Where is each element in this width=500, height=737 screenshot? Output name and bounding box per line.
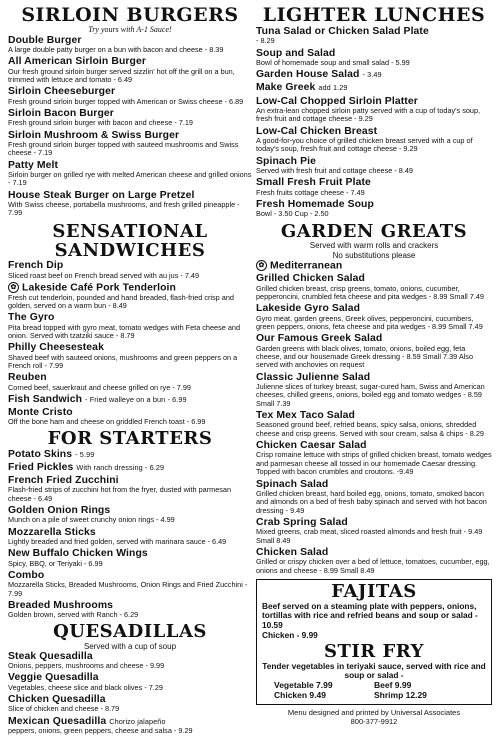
menu-item bbox=[8, 394, 252, 405]
menu-item-name: Veggie Quesadilla bbox=[8, 672, 99, 684]
menu-item-inline-price: With ranch dressing - 6.29 bbox=[76, 462, 165, 472]
menu-item bbox=[256, 303, 492, 331]
left-column bbox=[8, 6, 252, 737]
menu-item-name: Combo bbox=[8, 570, 45, 582]
fajitas-description: Beef served on a steaming plate with peppers, onions, tortillas with rice and refried beans and soup or salad - 10.59 bbox=[262, 600, 478, 630]
menu-item bbox=[256, 333, 492, 369]
stir-fry-option: Vegetable 7.99 bbox=[274, 679, 333, 690]
menu-item-description: Our fresh ground sirloin burger served sizzlin' hot off the grill on a bun, trimmed with lettuce and tomato - 6.49 bbox=[8, 66, 235, 84]
menu-item bbox=[256, 440, 492, 476]
menu-item-name: Sirloin Mushroom & Swiss Burger bbox=[8, 129, 180, 141]
menu-item-name: Golden Onion Rings bbox=[8, 505, 111, 517]
menu-item bbox=[256, 199, 492, 219]
garden-subtitle-2: No substitutions please bbox=[332, 250, 416, 260]
menu-item bbox=[8, 160, 252, 188]
menu-item-header bbox=[256, 82, 492, 93]
menu-item-name: Spinach Pie bbox=[256, 155, 316, 167]
menu-item-name: Mediterranean bbox=[270, 260, 343, 272]
menu-item-name: Lakeside Gyro Salad bbox=[256, 303, 361, 315]
house-specialty-icon: ✿ bbox=[8, 282, 19, 293]
menu-item-name: Mozzarella Sticks bbox=[8, 526, 96, 538]
garden-greats-list bbox=[256, 260, 492, 575]
menu-item-name: Philly Cheesesteak bbox=[8, 342, 104, 354]
menu-item-name: Low-Cal Chopped Sirloin Platter bbox=[256, 95, 418, 107]
menu-item-description: A large double patty burger on a bun with bacon and cheese - 8.39 bbox=[8, 44, 224, 54]
menu-item-header bbox=[8, 672, 252, 683]
menu-item bbox=[8, 130, 252, 158]
menu-item bbox=[8, 312, 252, 340]
menu-item bbox=[8, 108, 252, 128]
menu-item-description: With Swiss cheese, portabella mushrooms, and fresh grilled pineapple - 7.99 bbox=[8, 199, 240, 218]
menu-item bbox=[256, 273, 492, 301]
menu-item-header bbox=[8, 342, 252, 353]
menu-item-header bbox=[8, 372, 252, 383]
menu-item bbox=[256, 177, 492, 197]
menu-item bbox=[256, 479, 492, 515]
menu-item-description: Fresh cut tenderloin, pounded and hand breaded, flash-fried crisp and golden, served on a warm bun - 8.49 bbox=[8, 292, 234, 310]
menu-item-description: Gyro meat, garden greens, Greek olives, pepperoncini, cucumbers, green peppers, onions, feta cheese and pita wedges - 8.99 Small 7.49 bbox=[256, 313, 483, 331]
menu-item-description: Onions, peppers, mushrooms and cheese - 9.99 bbox=[8, 661, 165, 671]
menu-item bbox=[8, 342, 252, 370]
menu-item bbox=[256, 96, 492, 124]
menu-item-description: Garden greens with black olives, tomato, onions, boiled egg, feta cheese, and our housemade Greek dressing - 8.59 Small 7.39 Also served with anchovies on request bbox=[256, 343, 474, 370]
menu-item-description: Sirloin burger on grilled rye with melted American cheese and grilled onions - 7.19 bbox=[8, 169, 252, 188]
menu-item bbox=[8, 570, 252, 598]
menu-item-description: Grilled chicken breast, hard boiled egg, onions, tomato, smoked bacon and almonds on a bed of fresh baby spinach and served with hot bacon dressing - 9.49 bbox=[256, 488, 487, 515]
menu-item-inline-price: - Fried walleye on a bun - 6.99 bbox=[85, 395, 187, 404]
menu-item bbox=[8, 190, 252, 218]
menu-item-header bbox=[8, 282, 252, 293]
stir-fry-heading: STIR FRY bbox=[323, 641, 425, 663]
menu-item-description: Served with fresh fruit and cottage cheese - 8.49 bbox=[256, 165, 413, 175]
menu-item bbox=[256, 372, 492, 408]
menu-item bbox=[256, 410, 492, 438]
menu-item-name: Garden House Salad bbox=[256, 69, 360, 81]
menu-item bbox=[8, 86, 252, 106]
menu-item-description: Fresh ground sirloin burger topped with American or Swiss cheese - 6.89 bbox=[8, 96, 244, 106]
menu-item-description: Sliced roast beef on French bread served with au jus - 7.49 bbox=[8, 270, 200, 280]
menu-item-name: Double Burger bbox=[8, 34, 82, 46]
menu-item-name: Lakeside Café Pork Tenderloin bbox=[22, 282, 176, 294]
menu-item-name: Small Fresh Fruit Plate bbox=[256, 177, 371, 189]
menu-item bbox=[8, 475, 252, 503]
menu-item-name: Patty Melt bbox=[8, 159, 59, 171]
menu-item bbox=[256, 547, 492, 575]
fajitas-chicken-price: Chicken - 9.99 bbox=[262, 629, 318, 640]
menu-item-description: Slice of chicken and cheese - 8.79 bbox=[8, 704, 120, 714]
menu-item-name: French Dip bbox=[8, 260, 64, 272]
menu-item-description: Julienne slices of turkey breast, sugar-cured ham, Swiss and American cheeses, chilled greens, onions, boiled egg and tomato wedges - 8.59 Small 7.39 bbox=[256, 381, 485, 408]
menu-item-description: Bowl - 3.50 Cup - 2.50 bbox=[256, 209, 329, 219]
menu-item-name: Tuna Salad or Chicken Salad Plate bbox=[256, 25, 429, 37]
sirloin-burgers-heading: SIRLOIN BURGERS bbox=[21, 4, 239, 26]
menu-item bbox=[8, 407, 252, 427]
sirloin-tagline: Try yours with A-1 Sauce! bbox=[88, 24, 172, 34]
menu-item-header bbox=[8, 716, 252, 727]
menu-item-header bbox=[256, 260, 492, 271]
menu-item bbox=[8, 651, 252, 671]
menu-item-header bbox=[8, 86, 252, 97]
sandwiches-heading-line2: SANDWICHES bbox=[54, 239, 206, 261]
menu-item-name: Crab Spring Salad bbox=[256, 516, 348, 528]
menu-item-description: Fresh fruits cottage cheese - 7.49 bbox=[256, 187, 365, 197]
stir-fry-option: Beef 9.99 bbox=[374, 679, 412, 690]
sirloin-burgers-list bbox=[8, 35, 252, 218]
menu-item-inline-price: Chorizo jalapeño bbox=[109, 716, 166, 726]
menu-item-header bbox=[256, 26, 492, 37]
menu-item bbox=[8, 600, 252, 620]
lighter-lunches-heading: LIGHTER LUNCHES bbox=[262, 4, 486, 26]
menu-item-name: Fresh Homemade Soup bbox=[256, 198, 374, 210]
fajitas-heading: FAJITAS bbox=[331, 581, 417, 603]
menu-item-description: Mixed greens, crab meat, sliced roasted almonds and fresh fruit - 9.49 Small 8.49 bbox=[256, 527, 483, 545]
menu-item-description: Mozzarella Sticks, Breaded Mushrooms, Onion Rings and Fried Zucchini - 7.99 bbox=[8, 580, 248, 598]
menu-item bbox=[8, 462, 252, 473]
menu-item-description: An extra-lean chopped sirloin patty served with a cup of today's soup, fresh fruit and cottage cheese - 9.29 bbox=[256, 105, 481, 124]
menu-item-description: Fresh ground sirloin burger topped with sauteed mushrooms and Swiss cheese - 7.19 bbox=[8, 139, 239, 158]
menu-item-inline-price: - 5.99 bbox=[75, 449, 95, 459]
lighter-lunches-list bbox=[256, 26, 492, 219]
menu-item-header bbox=[256, 177, 492, 188]
menu-item-name: Steak Quesadilla bbox=[8, 650, 93, 662]
menu-item-header bbox=[256, 333, 492, 344]
menu-item-name: Breaded Mushrooms bbox=[8, 600, 114, 612]
fajitas-stirfry-box bbox=[256, 579, 492, 705]
menu-item bbox=[256, 126, 492, 154]
menu-item-name: Sirloin Cheeseburger bbox=[8, 86, 116, 98]
menu-item-description: Grilled chicken breast, crisp greens, tomato, onions, cucumber, pepperoncini, crumbled feta cheese and pita wedges - 8.99 Small 7.49 bbox=[256, 283, 484, 301]
menu-item bbox=[8, 672, 252, 692]
menu-item-description: Fresh ground sirloin burger with bacon and cheese - 7.19 bbox=[8, 118, 193, 128]
menu-item bbox=[256, 48, 492, 68]
menu-item-name: Grilled Chicken Salad bbox=[256, 273, 365, 285]
menu-item bbox=[8, 56, 252, 84]
menu-item-name: All American Sirloin Burger bbox=[8, 56, 147, 68]
stir-fry-option: Chicken 9.49 bbox=[274, 689, 326, 700]
menu-item-header bbox=[8, 462, 252, 473]
menu-item-inline-price: - 3.49 bbox=[362, 70, 382, 80]
menu-item-header bbox=[256, 303, 492, 314]
menu-item-name: Chicken Caesar Salad bbox=[256, 440, 367, 452]
menu-item-header bbox=[8, 312, 252, 323]
menu-item-name: Classic Julienne Salad bbox=[256, 371, 371, 383]
right-column bbox=[256, 6, 492, 726]
sandwiches-list bbox=[8, 260, 252, 426]
menu-item-name: Chicken Salad bbox=[256, 547, 329, 558]
menu-item-name: Our Famous Greek Salad bbox=[256, 333, 383, 345]
menu-item-name: House Steak Burger on Large Pretzel bbox=[8, 189, 195, 201]
sandwiches-heading-line1: SENSATIONAL bbox=[52, 220, 208, 242]
menu-item-name: French Fried Zucchini bbox=[8, 475, 119, 487]
menu-item-name: Make Greek bbox=[256, 82, 316, 94]
menu-item-description: Corned beef, sauerkraut and cheese grilled on rye - 7.99 bbox=[8, 382, 191, 392]
menu-item-description: Bowl of homemade soup and small salad - 5.99 bbox=[256, 57, 410, 67]
menu-item-description: Munch on a pile of sweet crunchy onion rings - 4.99 bbox=[8, 515, 175, 525]
menu-item-description: Golden brown, served with Ranch - 6.29 bbox=[8, 610, 139, 620]
menu-item-header bbox=[256, 273, 492, 284]
menu-item-description: Off the bone ham and cheese on griddled French toast - 6.99 bbox=[8, 417, 206, 427]
menu-item-description: A good-for-you choice of grilled chicken breast served with a cup of today's soup, fresh fruit and cottage cheese - 9.29 bbox=[256, 135, 473, 154]
menu-item-description: Pita bread topped with gyro meat, tomato wedges with Feta cheese and onion. Served with tzatziki sauce - 8.79 bbox=[8, 322, 241, 340]
menu-item-name: Fried Pickles bbox=[8, 461, 74, 473]
menu-item bbox=[8, 548, 252, 568]
menu-item-name: Potato Skins bbox=[8, 448, 73, 460]
menu-item-header bbox=[256, 69, 492, 80]
menu-item-name: Sirloin Bacon Burger bbox=[8, 108, 114, 119]
menu-item-description: Spicy, BBQ, or Teriyaki - 6.99 bbox=[8, 558, 103, 568]
starters-list bbox=[8, 449, 252, 620]
menu-item-name: Chicken Quesadilla bbox=[8, 694, 106, 706]
footer bbox=[256, 708, 492, 726]
menu-item bbox=[8, 694, 252, 714]
footer-phone: 800-377-9912 bbox=[350, 716, 398, 726]
menu-item-inline-price: add 1.29 bbox=[318, 83, 348, 93]
menu-item bbox=[256, 82, 492, 93]
menu-item-name: Reuben bbox=[8, 372, 47, 384]
menu-item-name: New Buffalo Chicken Wings bbox=[8, 548, 148, 560]
menu-item bbox=[256, 26, 492, 46]
menu-item-description: - 8.29 bbox=[256, 36, 275, 46]
menu-item bbox=[8, 260, 252, 280]
menu-item bbox=[256, 69, 492, 80]
menu-item-description: Shaved beef with sauteed onions, mushrooms and green peppers on a French roll - 7.99 bbox=[8, 352, 238, 370]
menu-item-name: Fish Sandwich bbox=[8, 394, 83, 405]
stir-fry-option: Shrimp 12.29 bbox=[374, 689, 427, 700]
menu-item-description: Seasoned ground beef, refried beans, spicy salsa, onions, shredded cheese and crisp greens. Served with sour cream, salsa & chips - 8.29 bbox=[256, 420, 484, 438]
menu-item-description: Crisp romaine lettuce with strips of grilled chicken breast, tomato wedges and parmesan cheese all tossed in our homemade Caesar dressing. Topped with bacon crumbles and croutons. -9.49 bbox=[256, 450, 492, 477]
house-specialty-icon: ✿ bbox=[256, 260, 267, 271]
garden-greats-heading: GARDEN GREATS bbox=[280, 220, 468, 242]
menu-item-description: Grilled or crispy chicken over a bed of lettuce, tomatoes, cucumber, egg, onions and cheese - 8.99 Small 8.49 bbox=[256, 557, 490, 575]
quesadillas-heading: QUESADILLAS bbox=[53, 620, 207, 642]
menu-item-description: Flash-fried strips of zucchini hot from the fryer, dusted with parmesan cheese - 6.49 bbox=[8, 485, 232, 503]
menu-item-name: Low-Cal Chicken Breast bbox=[256, 125, 378, 137]
garden-subtitle-1: Served with warm rolls and crackers bbox=[309, 241, 439, 251]
footer-credit: Menu designed and printed by Universal Associates bbox=[287, 707, 461, 717]
menu-item bbox=[8, 716, 252, 736]
menu-item bbox=[8, 527, 252, 547]
menu-item bbox=[256, 517, 492, 545]
menu-item bbox=[8, 372, 252, 392]
menu-item-name: Mexican Quesadilla bbox=[8, 715, 107, 727]
quesadillas-list bbox=[8, 651, 252, 736]
stir-fry-description: Tender vegetables in teriyaki sauce, served with rice and soup or salad - bbox=[262, 660, 486, 681]
menu-item bbox=[8, 282, 252, 310]
menu-item-header bbox=[8, 449, 252, 460]
menu-item-header bbox=[8, 260, 252, 271]
menu-item-header bbox=[8, 56, 252, 67]
menu-item-description: Vegetables, cheese slice and black olives - 7.29 bbox=[8, 682, 163, 692]
menu-item-description: peppers, onions, green peppers, cheese and salsa - 9.29 bbox=[8, 725, 193, 735]
menu-item bbox=[256, 260, 492, 271]
menu-item-header bbox=[8, 394, 252, 405]
stir-fry-options bbox=[262, 681, 486, 701]
menu-item bbox=[256, 156, 492, 176]
menu-item-name: Spinach Salad bbox=[256, 478, 329, 490]
menu-item-name: Monte Cristo bbox=[8, 407, 73, 419]
quesadillas-subtitle: Served with a cup of soup bbox=[83, 641, 177, 651]
menu-item-name: Tex Mex Taco Salad bbox=[256, 410, 356, 422]
menu-item-name: The Gyro bbox=[8, 312, 55, 324]
menu-item bbox=[8, 35, 252, 55]
starters-heading: FOR STARTERS bbox=[47, 427, 213, 449]
menu-item-description: Lightly breaded and fried golden, served with marinara sauce - 6.49 bbox=[8, 537, 227, 547]
menu-item-name: Soup and Salad bbox=[256, 47, 336, 59]
menu-item bbox=[8, 449, 252, 460]
menu-item bbox=[8, 505, 252, 525]
